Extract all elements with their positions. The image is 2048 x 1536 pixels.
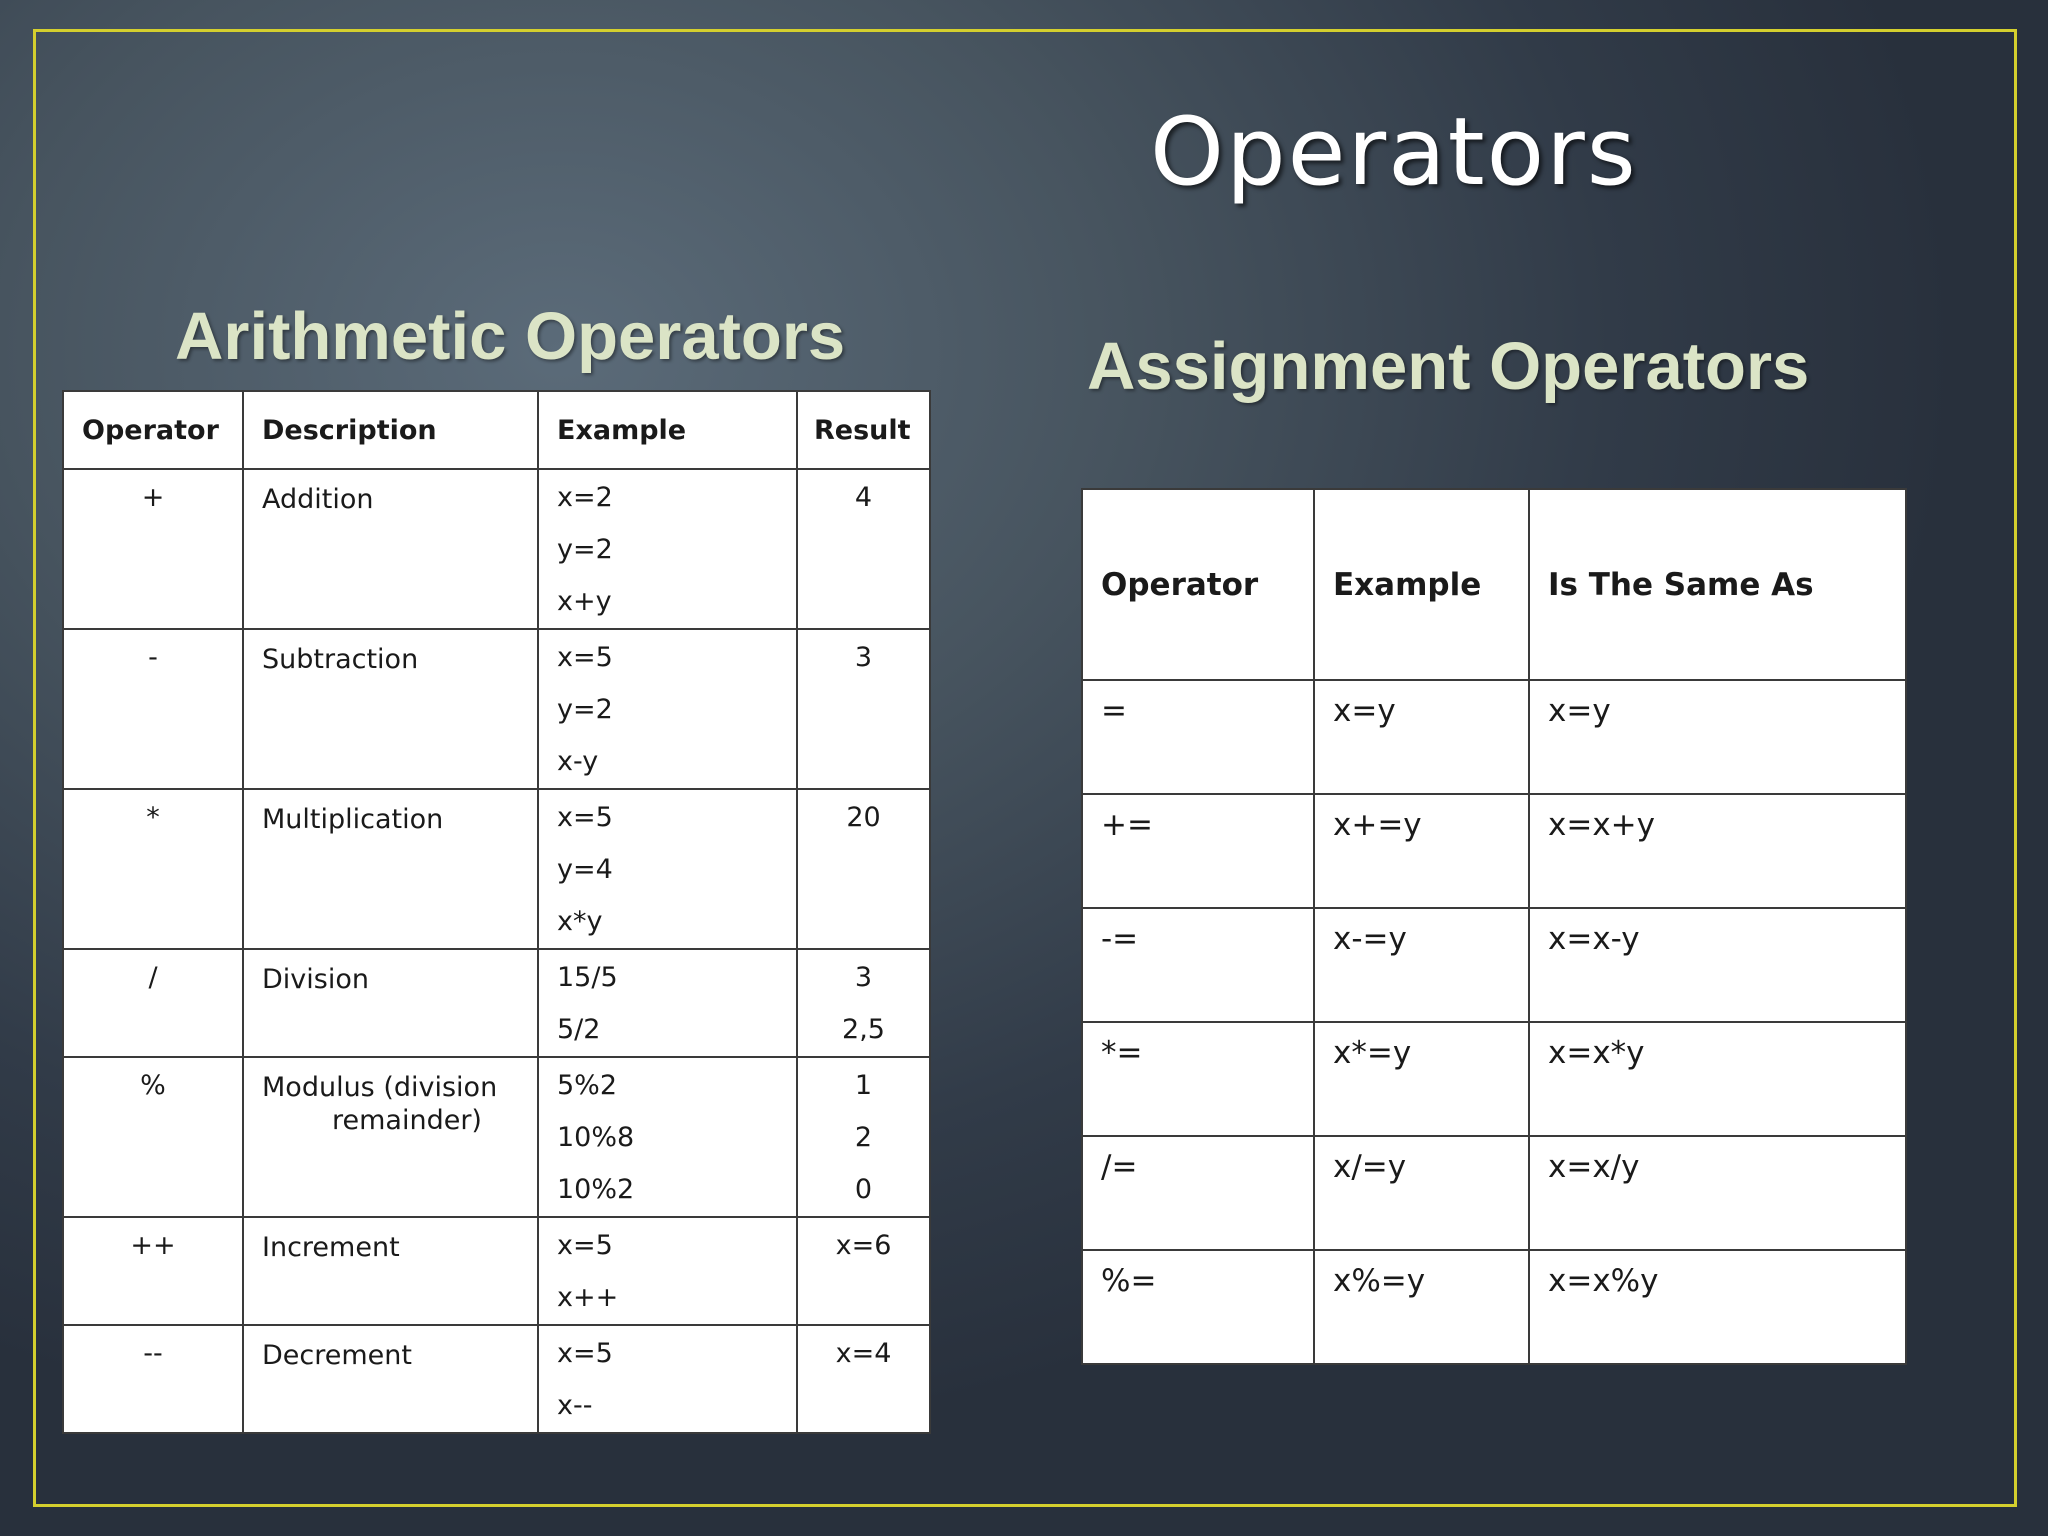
table-row	[63, 1325, 930, 1433]
description-cell	[243, 949, 538, 1057]
table-row	[1082, 1022, 1906, 1136]
table-row	[63, 949, 930, 1057]
example-line: x=5	[557, 642, 613, 673]
example-line: x++	[557, 1282, 619, 1313]
table-row	[1082, 794, 1906, 908]
description-cell	[243, 1057, 538, 1217]
example-cell	[538, 1057, 797, 1217]
example-line: 5%2	[557, 1070, 618, 1101]
operator-cell: *=	[1082, 1022, 1314, 1136]
column-header: Is The Same As	[1529, 489, 1906, 680]
column-header: Example	[1314, 489, 1529, 680]
column-header: Operator	[1082, 489, 1314, 680]
example-line: x+y	[557, 586, 612, 617]
operator-cell: -=	[1082, 908, 1314, 1022]
description-line: Addition	[262, 484, 374, 515]
result-line: 3	[854, 962, 873, 993]
arithmetic-header-row	[63, 391, 930, 469]
result-line: 2	[854, 1122, 873, 1153]
result-cell	[797, 1325, 930, 1433]
table-row	[1082, 1250, 1906, 1364]
result-line: 1	[854, 1070, 873, 1101]
description-line: Division	[262, 964, 369, 995]
example-cell	[538, 629, 797, 789]
result-cell	[797, 469, 930, 629]
result-line: x=4	[835, 1338, 892, 1369]
example-line: x=5	[557, 802, 613, 833]
description-cell	[243, 1217, 538, 1325]
operator-cell: +=	[1082, 794, 1314, 908]
example-line: 10%2	[557, 1174, 635, 1205]
example-cell: x/=y	[1314, 1136, 1529, 1250]
result-cell	[797, 949, 930, 1057]
column-header: Operator	[63, 391, 243, 469]
table-row	[63, 789, 930, 949]
result-line: 4	[854, 482, 873, 513]
assignment-heading: Assignment Operators	[1087, 329, 1810, 404]
description-line: remainder)	[332, 1105, 482, 1136]
table-row	[63, 1217, 930, 1325]
column-header: Description	[243, 391, 538, 469]
example-line: x-y	[557, 746, 599, 777]
same-as-cell: x=x/y	[1529, 1136, 1906, 1250]
example-cell	[538, 789, 797, 949]
same-as-cell: x=x-y	[1529, 908, 1906, 1022]
same-as-cell: x=x%y	[1529, 1250, 1906, 1364]
example-line: y=4	[557, 854, 613, 885]
slide-title: Operators	[1150, 98, 1638, 207]
same-as-cell: x=x*y	[1529, 1022, 1906, 1136]
example-line: x=5	[557, 1230, 613, 1261]
column-header: Result	[797, 391, 930, 469]
table-row	[1082, 908, 1906, 1022]
example-line: 10%8	[557, 1122, 635, 1153]
description-line: Decrement	[262, 1340, 412, 1371]
example-cell: x*=y	[1314, 1022, 1529, 1136]
result-line: 3	[854, 642, 873, 673]
example-line: x=5	[557, 1338, 613, 1369]
description-line: Subtraction	[262, 644, 419, 675]
same-as-cell: x=y	[1529, 680, 1906, 794]
example-line: y=2	[557, 534, 613, 565]
description-cell	[243, 1325, 538, 1433]
result-line: 0	[854, 1174, 873, 1205]
operator-cell: ++	[63, 1217, 243, 1325]
operator-cell: =	[1082, 680, 1314, 794]
result-cell	[797, 789, 930, 949]
table-row	[63, 629, 930, 789]
example-line: x--	[557, 1390, 593, 1421]
operator-cell: --	[63, 1325, 243, 1433]
assignment-operators-table	[1081, 488, 1907, 1365]
operator-cell: *	[63, 789, 243, 949]
description-line: Modulus (division	[262, 1072, 498, 1103]
operator-cell: %=	[1082, 1250, 1314, 1364]
result-line: 2,5	[842, 1014, 885, 1045]
example-cell: x-=y	[1314, 908, 1529, 1022]
table-row	[63, 1057, 930, 1217]
example-cell	[538, 1217, 797, 1325]
example-cell	[538, 469, 797, 629]
result-cell	[797, 1217, 930, 1325]
column-header: Example	[538, 391, 797, 469]
result-line: x=6	[835, 1230, 892, 1261]
example-line: x=2	[557, 482, 613, 513]
example-line: y=2	[557, 694, 613, 725]
table-row	[1082, 1136, 1906, 1250]
example-cell: x%=y	[1314, 1250, 1529, 1364]
description-cell	[243, 469, 538, 629]
description-line: Increment	[262, 1232, 400, 1263]
table-row	[1082, 680, 1906, 794]
operator-cell: +	[63, 469, 243, 629]
operator-cell: %	[63, 1057, 243, 1217]
operator-cell: /=	[1082, 1136, 1314, 1250]
operator-cell: /	[63, 949, 243, 1057]
same-as-cell: x=x+y	[1529, 794, 1906, 908]
example-cell	[538, 949, 797, 1057]
assignment-header-row	[1082, 489, 1906, 680]
example-cell	[538, 1325, 797, 1433]
example-cell: x=y	[1314, 680, 1529, 794]
result-cell	[797, 629, 930, 789]
description-cell	[243, 789, 538, 949]
example-cell: x+=y	[1314, 794, 1529, 908]
example-line: x*y	[557, 906, 603, 937]
description-line: Multiplication	[262, 804, 444, 835]
arithmetic-heading: Arithmetic Operators	[175, 299, 846, 374]
table-row	[63, 469, 930, 629]
result-line: 20	[846, 802, 881, 833]
result-cell	[797, 1057, 930, 1217]
arithmetic-operators-table	[62, 390, 931, 1434]
example-line: 5/2	[557, 1014, 601, 1045]
example-line: 15/5	[557, 962, 618, 993]
description-cell	[243, 629, 538, 789]
operator-cell: -	[63, 629, 243, 789]
